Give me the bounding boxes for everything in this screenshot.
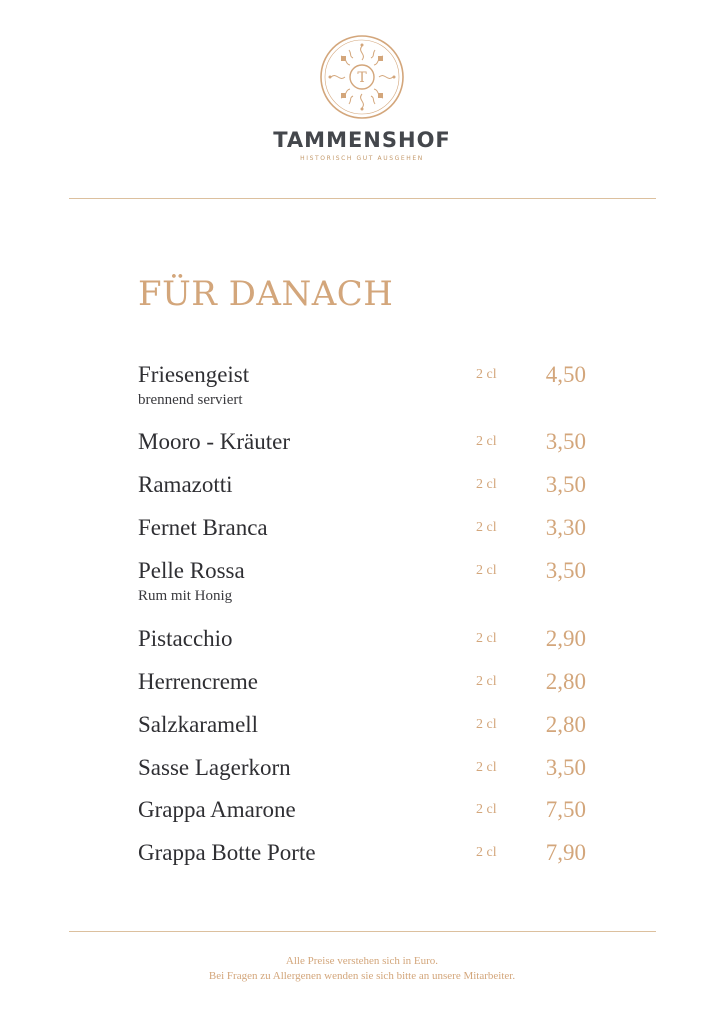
bottom-divider	[69, 931, 656, 932]
item-name: Ramazotti	[138, 472, 233, 497]
footer-line-currency: Alle Preise verstehen sich in Euro.	[285, 955, 439, 967]
item-name: Mooro - Kräuter	[138, 429, 291, 454]
item-name: Salzkaramell	[138, 712, 259, 737]
item-size: 2 cl	[476, 367, 497, 382]
item-size: 2 cl	[476, 477, 497, 492]
menu-item	[0, 840, 724, 890]
item-size: 2 cl	[476, 563, 497, 578]
item-price: 3,30	[545, 515, 586, 540]
item-size: 2 cl	[476, 717, 497, 732]
item-name: Friesengeist	[138, 362, 250, 387]
item-price: 7,90	[545, 840, 586, 865]
menu-item	[0, 362, 724, 412]
item-price: 4,50	[545, 362, 586, 387]
item-name: Herrencreme	[138, 669, 259, 694]
item-price: 2,80	[545, 669, 586, 694]
item-size: 2 cl	[476, 845, 497, 860]
footer-line-allergens: Bei Fragen zu Allergenen wenden sie sich bitte an unsere Mitarbeiter.	[208, 970, 516, 982]
item-description: Rum mit Honig	[138, 588, 233, 604]
item-size: 2 cl	[476, 802, 497, 817]
item-size: 2 cl	[476, 760, 497, 775]
item-name: Grappa Amarone	[138, 797, 296, 822]
item-size: 2 cl	[476, 631, 497, 646]
item-price: 3,50	[545, 472, 586, 497]
item-size: 2 cl	[476, 520, 497, 535]
item-name: Pistacchio	[138, 626, 233, 651]
item-description: brennend serviert	[138, 392, 243, 408]
item-name: Grappa Botte Porte	[138, 840, 316, 865]
logo-letter: T	[357, 70, 367, 86]
footer-note	[0, 954, 724, 984]
brand-tagline: HISTORISCH GUT AUSGEHEN	[300, 155, 424, 162]
item-name: Sasse Lagerkorn	[138, 755, 291, 780]
item-price: 2,90	[545, 626, 586, 651]
item-price: 3,50	[545, 755, 586, 780]
item-price: 3,50	[545, 558, 586, 583]
item-price: 3,50	[545, 429, 586, 454]
item-size: 2 cl	[476, 434, 497, 449]
item-size: 2 cl	[476, 674, 497, 689]
item-name: Pelle Rossa	[138, 558, 245, 583]
menu-item	[0, 558, 724, 608]
item-name: Fernet Branca	[138, 515, 268, 540]
item-price: 7,50	[545, 797, 586, 822]
item-price: 2,80	[545, 712, 586, 737]
section-title: FÜR DANACH	[138, 274, 394, 314]
brand-name: TAMMENSHOF	[273, 128, 451, 152]
